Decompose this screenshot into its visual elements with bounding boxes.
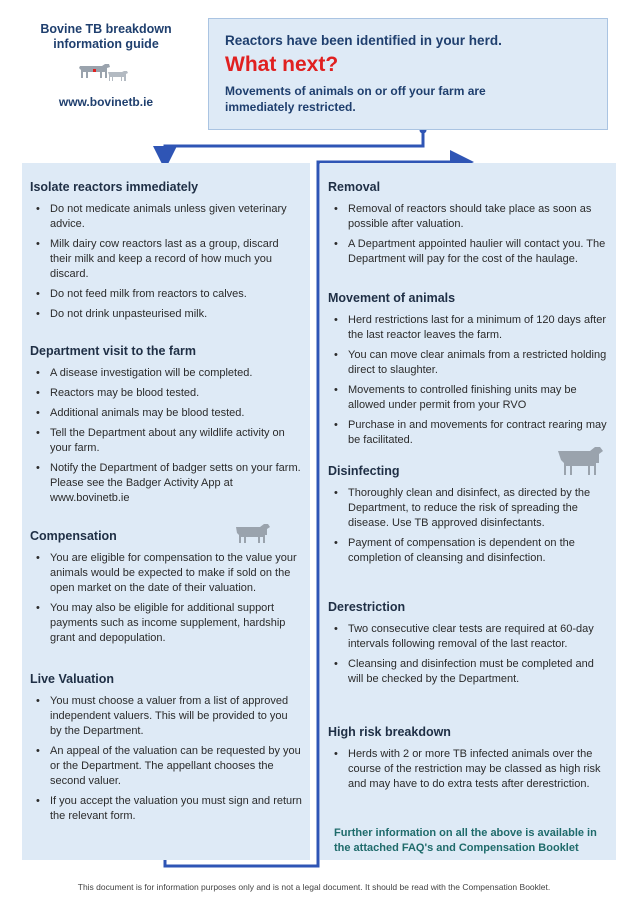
section-removal <box>328 180 608 272</box>
list-item: • An appeal of the valuation can be requested by you or the Department. The appellant chooses the second valuer. <box>30 744 302 789</box>
guide-title-line1: Bovine TB breakdown <box>40 22 172 36</box>
right-column <box>320 163 616 860</box>
section-title: Compensation <box>30 529 117 543</box>
list-item: • Removal of reactors should take place as soon as possible after valuation. <box>328 202 608 232</box>
list-item: • You must choose a valuer from a list of approved independent valuers. This will be provided to you by the Department. <box>30 694 302 739</box>
list-item: • Tell the Department about any wildlife activity on your farm. <box>30 426 302 456</box>
section-live-valuation <box>30 672 302 829</box>
section-title: High risk breakdown <box>328 725 451 739</box>
list-item: • Payment of compensation is dependent on the completion of cleansing and disinfection. <box>328 536 608 566</box>
list-item: • Two consecutive clear tests are required at 60-day intervals following removal of the last reactor. <box>328 622 608 652</box>
list-item: • You are eligible for compensation to the value your animals would be expected to make if sold on the open market on the date of their valuation. <box>30 551 302 596</box>
list-item: • Additional animals may be blood tested. <box>30 406 302 421</box>
list-item: • Milk dairy cow reactors last as a group, discard their milk and keep a record of how much you discard. <box>30 237 302 282</box>
disclaimer-footer: This document is for information purposes only and is not a legal document. It should be read with the Compensation Booklet. <box>77 882 551 892</box>
restriction-note: Movements of animals on or off your farm are immediately restricted. <box>225 84 486 114</box>
list-item: • A Department appointed haulier will contact you. The Department will pay for the cost of the haulage. <box>328 237 608 267</box>
list-item: • Do not drink unpasteurised milk. <box>30 307 302 322</box>
section-compensation <box>30 529 302 651</box>
further-info-note: Further information on all the above is available in the attached FAQ's and Compensation Booklet <box>334 827 597 854</box>
list-item: • Do not feed milk from reactors to calves. <box>30 287 302 302</box>
list-item: • Cleansing and disinfection must be completed and will be checked by the Department. <box>328 657 608 687</box>
left-column <box>22 163 310 860</box>
list-item: • Reactors may be blood tested. <box>30 386 302 401</box>
list-item: • Purchase in and movements for contract rearing may be facilitated. <box>328 418 608 448</box>
list-item: • Movements to controlled finishing units may be allowed under permit from your RVO <box>328 383 608 413</box>
section-title: Disinfecting <box>328 464 400 478</box>
section-movement <box>328 291 608 453</box>
section-title: Movement of animals <box>328 291 456 305</box>
cow-icon <box>234 521 272 545</box>
list-item: • You may also be eligible for additional support payments such as income supplement, hardship grant and depopulation. <box>30 601 302 646</box>
reactor-alert-box <box>208 18 608 130</box>
brand-block <box>22 22 190 109</box>
list-item: • Herds with 2 or more TB infected animals over the course of the restriction may be classed as high risk and may have to do extra tests after derestriction. <box>328 747 608 792</box>
alert-line: Reactors have been identified in your herd. <box>225 33 502 48</box>
what-next-heading: What next? <box>225 53 339 76</box>
section-high-risk <box>328 725 608 797</box>
list-item: • You can move clear animals from a restricted holding direct to slaughter. <box>328 348 608 378</box>
section-isolate <box>30 180 302 327</box>
list-item: • Notify the Department of badger setts on your farm. Please see the Badger Activity App at www.bovinetb.ie <box>30 461 302 506</box>
cattle-logo-icon <box>76 58 136 86</box>
website-link[interactable]: www.bovinetb.ie <box>58 95 154 109</box>
list-item: • If you accept the valuation you must sign and return the relevant form. <box>30 794 302 824</box>
list-item: • Thoroughly clean and disinfect, as directed by the Department, to reduce the risk of spreading the disease. Use TB approved disinfectants. <box>328 486 608 531</box>
section-title: Department visit to the farm <box>30 344 197 358</box>
section-title: Derestriction <box>328 600 406 614</box>
section-title: Isolate reactors immediately <box>30 180 199 194</box>
list-item: • A disease investigation will be completed. <box>30 366 302 381</box>
guide-title-line2: information guide <box>53 37 159 51</box>
list-item: • Do not medicate animals unless given veterinary advice. <box>30 202 302 232</box>
section-title: Removal <box>328 180 381 194</box>
section-department-visit <box>30 344 302 511</box>
section-title: Live Valuation <box>30 672 115 686</box>
section-disinfecting <box>328 464 608 571</box>
list-item: • Herd restrictions last for a minimum of 120 days after the last reactor leaves the farm. <box>328 313 608 343</box>
section-derestriction <box>328 600 608 692</box>
